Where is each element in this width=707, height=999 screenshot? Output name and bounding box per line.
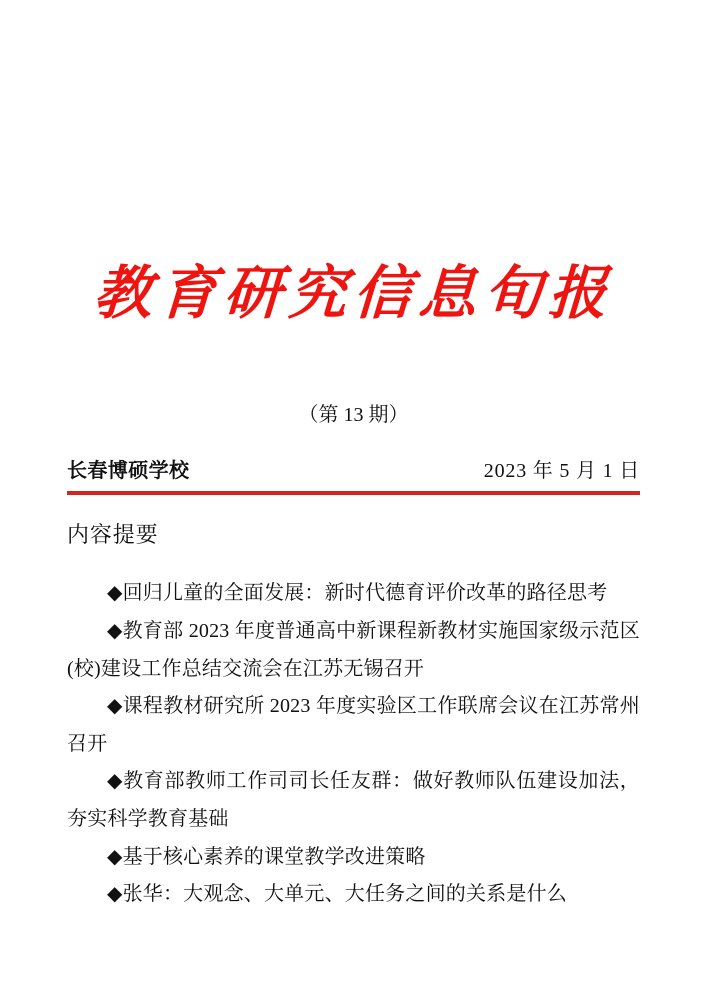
summary-list (67, 575, 640, 913)
summary-item: ◆回归儿童的全面发展：新时代德育评价改革的路径思考 (107, 582, 608, 605)
school-name: 长春博硕学校 (67, 459, 190, 482)
summary-item: ◆教育部 2023 年度普通高中新课程新教材实施国家级示范区(校)建设工作总结交流会在江苏无锡召开 (67, 619, 640, 680)
summary-heading: 内容提要 (67, 521, 159, 547)
summary-item: ◆教育部教师工作司司长任友群：做好教师队伍建设加法，夯实科学教育基础 (67, 770, 640, 830)
summary-item: ◆基于核心素养的课堂教学改进策略 (107, 845, 426, 868)
red-divider (67, 491, 640, 495)
summary-item: ◆课程教材研究所 2023 年度实验区工作联席会议在江苏常州召开 (67, 695, 640, 755)
summary-item: ◆张华：大观念、大单元、大任务之间的关系是什么 (107, 883, 567, 906)
newsletter-page (67, 0, 640, 914)
issue-date: 2023 年 5 月 1 日 (483, 459, 640, 482)
meta-row (67, 459, 640, 483)
newsletter-title: 教育研究信息旬报 (92, 261, 616, 326)
issue-number: （第 13 期） (298, 403, 409, 426)
